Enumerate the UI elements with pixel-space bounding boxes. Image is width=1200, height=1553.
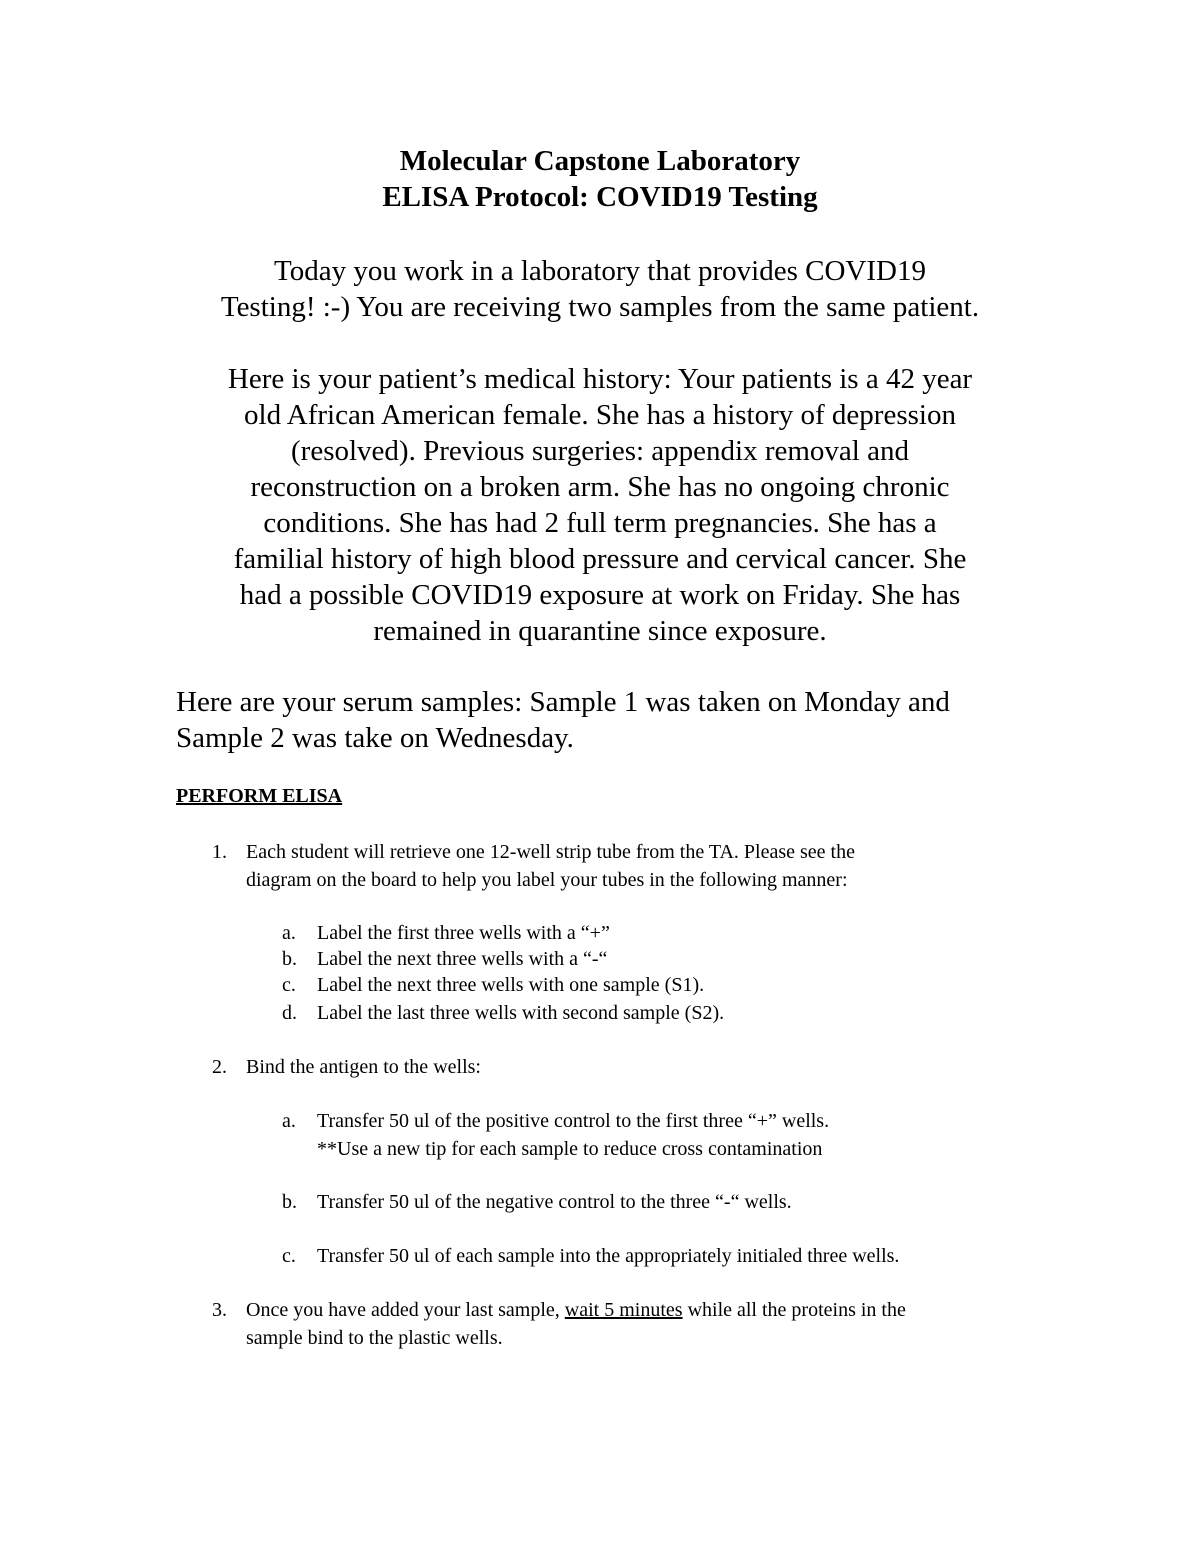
step-line: [246, 1296, 1046, 1324]
history-line: old African American female. She has a history of depression: [244, 399, 956, 431]
history-line: familial history of high blood pressure and cervical cancer. She: [233, 543, 967, 575]
step-line: diagram on the board to help you label your tubes in the following manner:: [246, 869, 848, 891]
substep-letter: b.: [282, 948, 297, 970]
step-line: sample bind to the plastic wells.: [246, 1327, 503, 1349]
step-text-post: while all the proteins in the: [682, 1299, 906, 1321]
history-line: reconstruction on a broken arm. She has no ongoing chronic: [250, 471, 950, 503]
history-line: conditions. She has had 2 full term pregnancies. She has a: [263, 507, 937, 539]
section-heading-perform-elisa: PERFORM ELISA: [176, 785, 343, 807]
samples-line-2: Sample 2 was take on Wednesday.: [176, 722, 574, 754]
intro-paragraph: [150, 253, 1050, 325]
intro-line-1: Today you work in a laboratory that provides COVID19: [274, 255, 926, 287]
history-line: remained in quarantine since exposure.: [373, 615, 827, 647]
intro-line-2: Testing! :-) You are receiving two samples from the same patient.: [220, 291, 980, 323]
step-line: Each student will retrieve one 12-well strip tube from the TA. Please see the: [246, 841, 855, 863]
title-line-2: ELISA Protocol: COVID19 Testing: [382, 181, 818, 213]
step-text: [246, 1296, 1046, 1352]
serum-samples-paragraph: [176, 684, 1056, 756]
substep-note: **Use a new tip for each sample to reduce cross contamination: [317, 1138, 823, 1160]
step-text: Bind the antigen to the wells:: [246, 1056, 481, 1078]
substep-letter: a.: [282, 1110, 296, 1132]
substep-text: [317, 1107, 1037, 1163]
medical-history-paragraph: [150, 361, 1050, 649]
substep-text: Label the last three wells with second sample (S2).: [317, 1002, 725, 1024]
substep-letter: c.: [282, 974, 296, 996]
substep-letter: d.: [282, 1002, 297, 1024]
history-line: (resolved). Previous surgeries: appendix removal and: [291, 435, 909, 467]
title-line-1: Molecular Capstone Laboratory: [399, 145, 801, 177]
history-line: Here is your patient’s medical history: Your patients is a 42 year: [227, 363, 973, 395]
step-number: 1.: [212, 841, 227, 863]
substep-text: Label the next three wells with a “-“: [317, 948, 608, 970]
substep-line: Transfer 50 ul of the positive control to the first three “+” wells.: [317, 1110, 830, 1132]
step-text: [246, 838, 1046, 894]
substep-letter: b.: [282, 1191, 297, 1213]
substep-text: Transfer 50 ul of each sample into the appropriately initialed three wells.: [317, 1245, 900, 1267]
wait-time-emphasis: wait 5 minutes: [564, 1299, 683, 1321]
step-number: 3.: [212, 1299, 227, 1321]
history-line: had a possible COVID19 exposure at work on Friday. She has: [239, 579, 961, 611]
substep-text: Label the next three wells with one sample (S1).: [317, 974, 705, 996]
step-text-pre: Once you have added your last sample,: [246, 1299, 565, 1321]
document-title: [0, 143, 1200, 215]
step-number: 2.: [212, 1056, 227, 1078]
substep-letter: a.: [282, 922, 296, 944]
substep-text: Transfer 50 ul of the negative control to the three “-“ wells.: [317, 1191, 792, 1213]
samples-line-1: Here are your serum samples: Sample 1 was taken on Monday and: [176, 686, 950, 718]
substep-text: Label the first three wells with a “+”: [317, 922, 610, 944]
substep-letter: c.: [282, 1245, 296, 1267]
